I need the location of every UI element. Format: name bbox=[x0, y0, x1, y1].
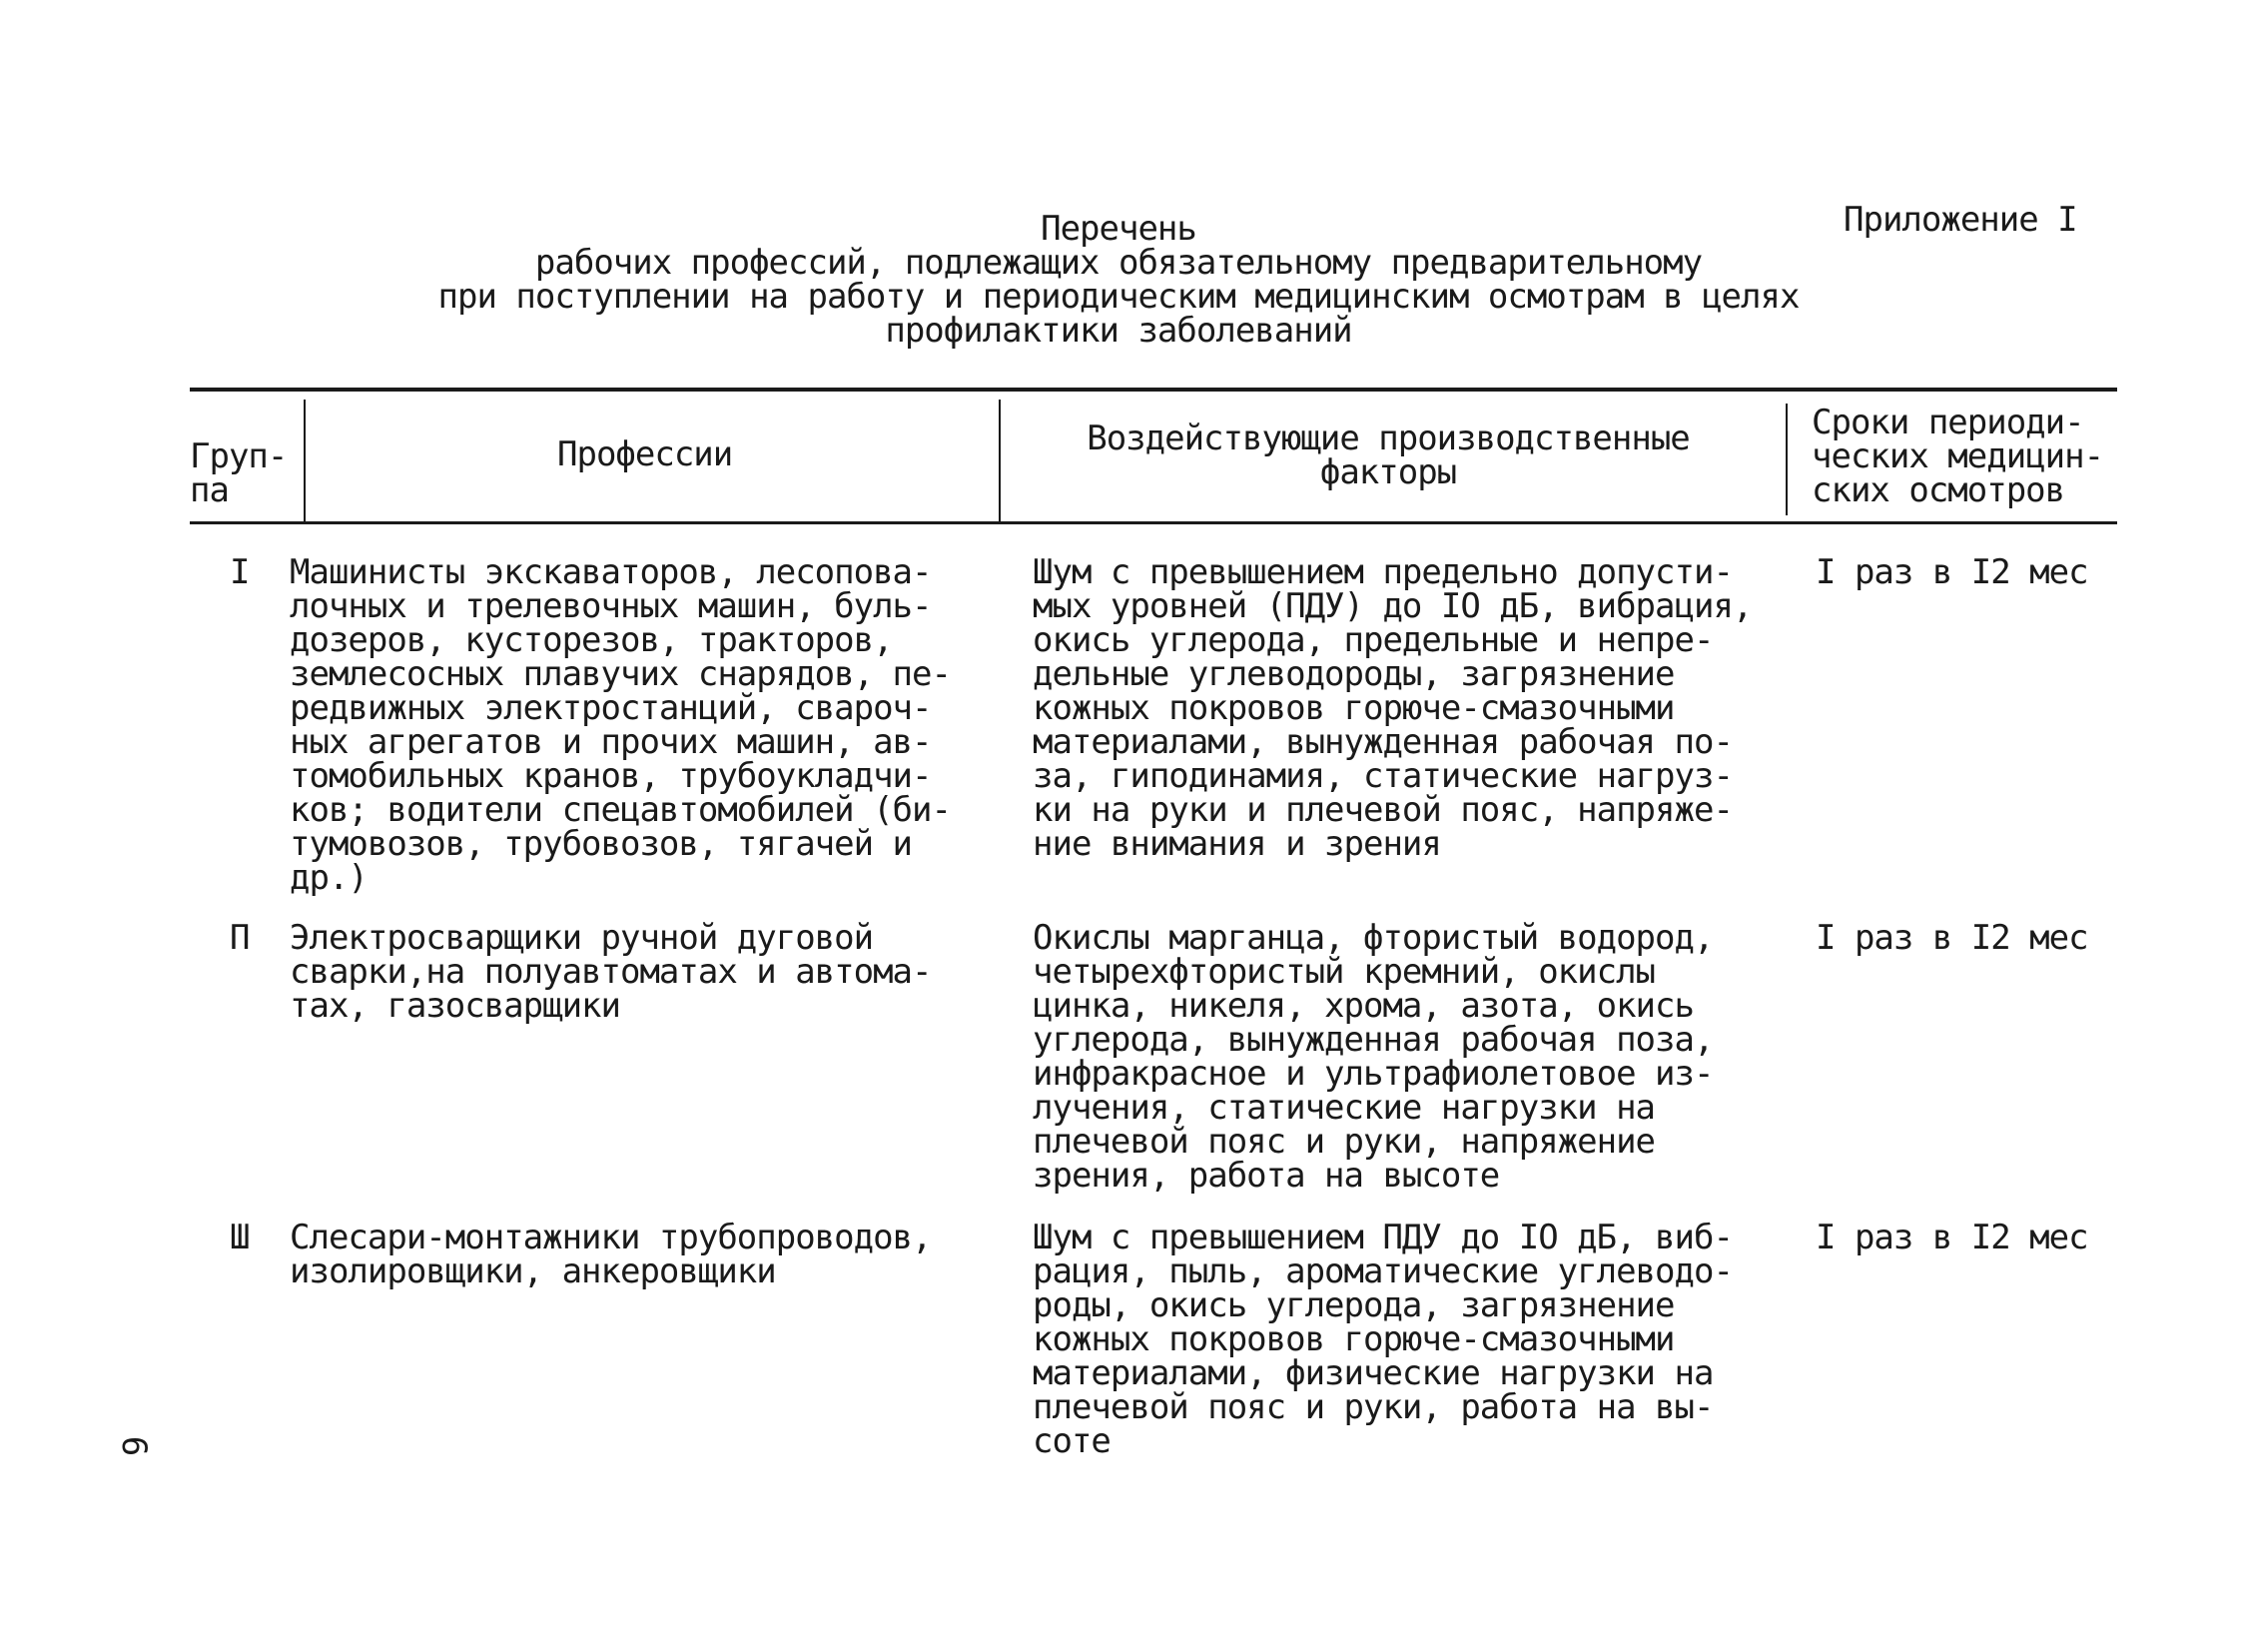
page-number: 6 bbox=[114, 1435, 155, 1457]
row-1-factors: Шум с превышением предельно допусти- мых уровней (ПДУ) до IO дБ, вибрация, окись углерода, предельные и непре- дельные углеводороды, загрязнение кожных покровов горюче-смазочными материалами, вынужденная рабочая по- за, гиподинамия, статические нагруз- ки на руки и плечевой пояс, напряже- ние внимания и зрения bbox=[1033, 552, 1753, 864]
row-2-professions: Электросварщики ручной дуговой сварки,на полуавтоматах и автома- тах, газосварщики bbox=[290, 918, 932, 1026]
title-line-3: при поступлении на работу и периодическим медицинским осмотрам в целях bbox=[437, 277, 1800, 317]
header-terms: Сроки периоди- ческих медицин- ских осмотров bbox=[1812, 403, 2104, 510]
row-1-terms: I раз в I2 мес bbox=[1816, 552, 2088, 592]
row-3-group: Ш bbox=[230, 1218, 250, 1257]
row-3-terms: I раз в I2 мес bbox=[1816, 1218, 2088, 1257]
row-1-professions: Машинисты экскаваторов, лесопова- лочных и трелевочных машин, буль- дозеров, кусторезов, тракторов, землесосных плавучих снарядов, пе- редвижных электростанций, свароч- ных агрегатов и прочих машин, ав- томобильных кранов, трубоукладчи- ков; водители спецавтомобилей (би- тумовозов, трубовозов, тягачей и др.) bbox=[290, 552, 951, 898]
row-2-factors: Окислы марганца, фтористый водород, четырехфтористый кремний, окислы цинка, никеля, хрома, азота, окись углерода, вынужденная рабочая поза, инфракрасное и ультрафиолетовое из- лучения, статические нагрузки на плечевой пояс и руки, напряжение зрения, работа на высоте bbox=[1033, 918, 1714, 1196]
header-factors: Воздействующие производственные факторы bbox=[1087, 418, 1690, 492]
row-1-group: I bbox=[230, 552, 250, 592]
title-line-2: рабочих профессий, подлежащих обязательному предварительному bbox=[534, 243, 1703, 283]
header-divider-2 bbox=[999, 400, 1001, 521]
header-divider-1 bbox=[304, 400, 306, 521]
row-3-professions: Слесари-монтажники трубопроводов, изолировщики, анкеровщики bbox=[290, 1218, 932, 1291]
title-line-4: профилактики заболеваний bbox=[885, 311, 1352, 351]
header-divider-3 bbox=[1786, 404, 1788, 515]
row-2-terms: I раз в I2 мес bbox=[1816, 918, 2088, 958]
document-title bbox=[379, 209, 1858, 351]
row-2-group: П bbox=[230, 918, 250, 958]
header-bottom-rule bbox=[190, 521, 2117, 524]
header-professions: Профессии bbox=[557, 434, 733, 474]
row-3-factors: Шум с превышением ПДУ до IO дБ, виб- рация, пыль, ароматические углеводо- роды, окись углерода, загрязнение кожных покровов горюче-смазочными материалами, физические нагрузки на плечевой пояс и руки, работа на вы- соте bbox=[1033, 1218, 1733, 1461]
appendix-label: Приложение I bbox=[1844, 200, 2077, 240]
title-line-1: Перечень bbox=[1041, 209, 1196, 249]
header-group: Груп- па bbox=[190, 436, 288, 510]
table-top-rule bbox=[190, 388, 2117, 392]
